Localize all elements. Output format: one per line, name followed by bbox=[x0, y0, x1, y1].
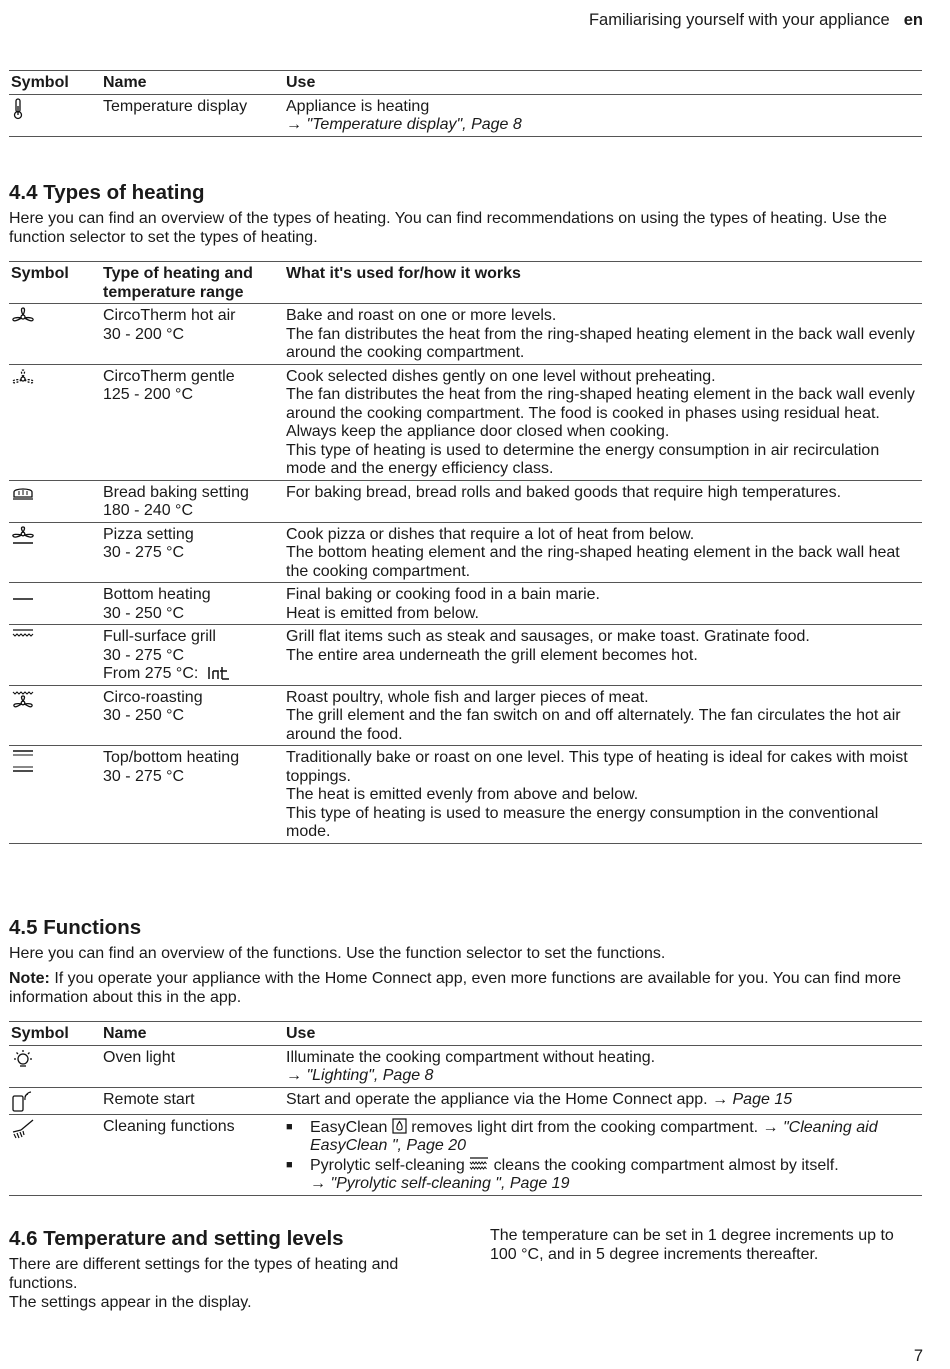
description-line: Bake and roast on one or more levels. bbox=[286, 307, 557, 324]
cleaning-icon bbox=[9, 1114, 103, 1195]
remote-start-icon bbox=[9, 1087, 103, 1114]
language-code: en bbox=[903, 11, 923, 29]
heating-name: CircoTherm gentle bbox=[103, 367, 235, 385]
section-heading-4-5: 4.5 Functions bbox=[9, 916, 142, 939]
symbols-table-wrap bbox=[9, 70, 922, 137]
pyrolytic-text: Pyrolytic self-cleaning bbox=[310, 1156, 470, 1174]
fan-gentle-icon bbox=[9, 364, 103, 480]
row-name: Temperature display bbox=[103, 97, 248, 115]
section-heading-4-4: 4.4 Types of heating bbox=[9, 181, 205, 204]
col-header-description: What it's used for/how it works bbox=[286, 265, 521, 282]
intensive-grill-icon bbox=[207, 666, 231, 680]
page-reference: → "Lighting", Page 8 bbox=[286, 1067, 434, 1084]
function-name: Oven light bbox=[103, 1048, 176, 1066]
list-item bbox=[286, 1156, 922, 1194]
description-line: Grill flat items such as steak and sausages, or make toast. Gratinate food. bbox=[286, 628, 810, 645]
col-header-use: Use bbox=[286, 1025, 316, 1042]
header-title: Familiarising yourself with your appliance bbox=[588, 11, 890, 29]
temperature-range: 30 - 275 °C bbox=[103, 646, 185, 664]
pyrolytic-description: cleans the cooking compartment almost by itself. bbox=[489, 1156, 839, 1174]
table-row bbox=[9, 94, 922, 136]
table-row bbox=[9, 625, 922, 686]
description-line: The entire area underneath the grill element becomes hot. bbox=[286, 646, 698, 664]
bottom-heat-icon bbox=[9, 583, 103, 625]
pizza-icon bbox=[9, 522, 103, 583]
description-line: Heat is emitted from below. bbox=[286, 604, 479, 622]
description-line: Roast poultry, whole fish and larger pieces of meat. bbox=[286, 688, 649, 706]
light-bulb-icon bbox=[9, 1045, 103, 1087]
heating-name: Circo-roasting bbox=[103, 688, 203, 706]
table-row bbox=[9, 364, 922, 480]
bread-icon bbox=[9, 480, 103, 522]
settings-paragraph: The settings appear in the display. bbox=[9, 1294, 252, 1311]
functions-table-wrap bbox=[9, 1021, 922, 1196]
symbols-table bbox=[9, 70, 922, 137]
page-reference: → "Cleaning aid EasyClean ", Page 20 bbox=[310, 1118, 878, 1154]
table-row bbox=[9, 1114, 922, 1195]
grill-icon bbox=[9, 625, 103, 686]
note-text: If you operate your appliance with the Home Connect app, even more functions are available for you. You can find more information about this in the app. bbox=[9, 970, 902, 1006]
section-intro: Here you can find an overview of the functions. Use the function selector to set the functions. bbox=[9, 945, 666, 962]
running-header bbox=[589, 11, 923, 30]
temperature-range: 30 - 250 °C bbox=[103, 604, 185, 622]
table-row bbox=[9, 304, 922, 365]
heating-name: Pizza setting bbox=[103, 525, 194, 543]
col-header-name: Name bbox=[103, 74, 147, 91]
pyrolytic-icon bbox=[469, 1156, 489, 1172]
row-use: Appliance is heating bbox=[286, 97, 430, 115]
temperature-range: 125 - 200 °C bbox=[103, 386, 194, 403]
temperature-range: 30 - 200 °C bbox=[103, 325, 185, 343]
table-row bbox=[9, 522, 922, 583]
easyclean-description: removes light dirt from the cooking compartment. bbox=[406, 1118, 763, 1136]
heating-name: Bottom heating bbox=[103, 586, 211, 603]
heating-name: Bread baking setting bbox=[103, 483, 249, 501]
col-header-symbol: Symbol bbox=[11, 74, 69, 91]
description-line: The fan distributes the heat from the ring-shaped heating element in the back wall evenly around the cooking compartment. bbox=[286, 325, 915, 361]
description-line: Final baking or cooking food in a bain marie. bbox=[286, 586, 600, 603]
heating-types-table bbox=[9, 261, 922, 844]
col-header-name: Name bbox=[103, 1025, 147, 1042]
description-line: The heat is emitted evenly from above and below. bbox=[286, 786, 639, 803]
heating-name: Full-surface grill bbox=[103, 628, 216, 645]
note-paragraph bbox=[9, 969, 922, 1007]
heating-name: Top/bottom heating bbox=[103, 749, 240, 766]
col-header-symbol: Symbol bbox=[11, 265, 69, 282]
table-row bbox=[9, 583, 922, 625]
function-name: Remote start bbox=[103, 1090, 195, 1108]
section-intro: Here you can find an overview of the types of heating. You can find recommendations on using the types of heating. Use the function selector to set the types of heating. bbox=[9, 210, 887, 246]
col-header-type: Type of heating and temperature range bbox=[103, 265, 253, 301]
col-header-use: Use bbox=[286, 74, 316, 91]
heating-table-wrap bbox=[9, 261, 922, 844]
table-row bbox=[9, 1087, 922, 1114]
cleaning-options-list bbox=[286, 1118, 922, 1194]
section-heading-4-6: 4.6 Temperature and setting levels bbox=[9, 1227, 344, 1250]
page-reference: → Page 15 bbox=[712, 1090, 793, 1108]
description-line: For baking bread, bread rolls and baked goods that require high temperatures. bbox=[286, 483, 842, 501]
heating-name: CircoTherm hot air bbox=[103, 307, 236, 324]
table-row bbox=[9, 685, 922, 746]
page-reference: → "Pyrolytic self-cleaning ", Page 19 bbox=[310, 1175, 570, 1192]
thermometer-icon bbox=[9, 94, 103, 136]
fan-icon bbox=[9, 304, 103, 365]
col-header-symbol: Symbol bbox=[11, 1025, 69, 1042]
table-row bbox=[9, 746, 922, 844]
function-use: Illuminate the cooking compartment without heating. bbox=[286, 1048, 656, 1066]
page-number: 7 bbox=[913, 1347, 923, 1365]
description-line: Always keep the appliance door closed when cooking. bbox=[286, 423, 670, 440]
table-row bbox=[9, 1045, 922, 1087]
description-line: Traditionally bake or roast on one level. This type of heating is ideal for cakes with moist toppings. bbox=[286, 749, 908, 785]
temperature-range: 180 - 240 °C bbox=[103, 502, 194, 519]
circo-roast-icon bbox=[9, 685, 103, 746]
description-line: Cook selected dishes gently on one level without preheating. bbox=[286, 367, 716, 385]
top-bottom-heat-icon bbox=[9, 746, 103, 844]
extra-setting: From 275 °C: bbox=[103, 665, 199, 682]
description-line: This type of heating is used to measure the energy consumption in the conventional mode. bbox=[286, 804, 879, 840]
function-use: Start and operate the appliance via the Home Connect app. bbox=[286, 1090, 713, 1108]
description-line: The fan distributes the heat from the ring-shaped heating element in the back wall evenly around the cooking compartment. The food is cooked in phases using residual heat. bbox=[286, 386, 915, 422]
note-label: Note: bbox=[9, 970, 50, 987]
list-item bbox=[286, 1118, 922, 1156]
description-line: The bottom heating element and the ring-shaped heating element in the back wall heat the cooking compartment. bbox=[286, 544, 900, 580]
temperature-increments-paragraph: The temperature can be set in 1 degree increments up to 100 °C, and in 5 degree increments thereafter. bbox=[490, 1227, 894, 1263]
temperature-range: 30 - 250 °C bbox=[103, 707, 185, 724]
temperature-range: 30 - 275 °C bbox=[103, 767, 185, 785]
function-name: Cleaning functions bbox=[103, 1117, 235, 1135]
easyclean-icon bbox=[392, 1118, 407, 1134]
page-reference: → "Temperature display", Page 8 bbox=[286, 116, 522, 133]
table-row bbox=[9, 480, 922, 522]
description-line: This type of heating is used to determine the energy consumption in air recirculation mode and the energy efficiency class. bbox=[286, 441, 880, 477]
easyclean-text: EasyClean bbox=[310, 1118, 392, 1136]
functions-table bbox=[9, 1021, 922, 1196]
description-line: Cook pizza or dishes that require a lot of heat from below. bbox=[286, 525, 695, 543]
settings-text-column bbox=[9, 1255, 449, 1312]
temperature-range: 30 - 275 °C bbox=[103, 544, 185, 561]
settings-paragraph: There are different settings for the types of heating and functions. bbox=[9, 1256, 399, 1292]
description-line: The grill element and the fan switch on and off alternately. The fan circulates the hot air around the food. bbox=[286, 707, 901, 743]
